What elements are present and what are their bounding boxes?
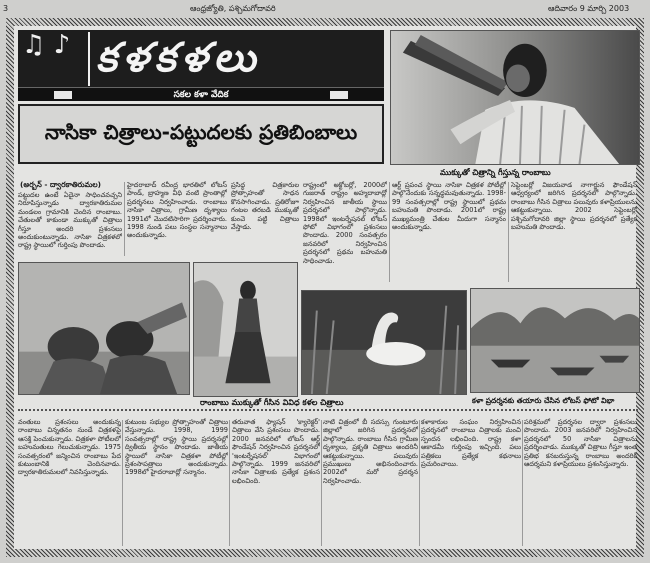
band-ornament-left — [54, 91, 72, 99]
right-caption: కళా ప్రదర్శనకు తయారు చేసిన లోటస్ ఫోటో విభా — [472, 396, 615, 405]
column-bottom-5: కళాకారుల సంఘం నిర్వహించిన ప్రదర్శనలో రాంబాబు చిత్రాలకు మంచి స్పందన లభించింది. రాష్ట్ర కళా అకాడమీ గుర్తింపు ఇచ్చింది. పలు పత్రికలు ప్రత్యేక కథనాలు ప్రచురించాయి. — [421, 418, 521, 469]
music-notes-icon: ♫ ♪ — [22, 32, 90, 86]
column-bottom-3: తరువాత ఫ్యాషన్ 'క్యారెక్టర్' చిత్రాలు వేసి ప్రశంసలు పొందాడు. 2000 జనవరిలో లోటస్ ఆర్ట్ ఫౌండేషన్ నిర్వహించిన ప్రదర్శనలో 'ఇంటర్నేషనల్' విభాగంలో పాల్గొన్నాడు. 1999 జనవరిలో నాసికా చిత్రాలకు ప్రత్యేక ప్రశంస లభించింది. — [232, 418, 320, 485]
page-number: 3 — [3, 4, 9, 13]
column-bottom-1: వంతులు ప్రశంసలు అందుకున్న రాంబాబు చిన్నతనం నుండే చిత్రకళపై ఆసక్తి పెంచుకున్నాడు. చిత్రకళా పోటీలలో బహుమతులు గెలుచుకున్నాడు. 1975 సంవత్సరంలో జన్మించిన రాంబాబు పేద కుటుంబానికి చెందినవాడు. ద్వారకాతిరుమలలో నివసిస్తున్నాడు. — [18, 418, 121, 477]
painting-boats — [470, 288, 640, 393]
photo-caption: ముక్కుతో చిత్రాన్ని గీస్తున్న రాంబాబు — [440, 168, 551, 177]
painting-two-figures-graphic — [19, 263, 189, 394]
column-rule — [229, 420, 230, 546]
column-rule — [389, 182, 390, 282]
column-bottom-4: నాటి చిత్రంలో బీ సదస్సు గుంటూరు జిల్లాలో జరిగిన ప్రదర్శనలో పాల్గొన్నాడు. రాంబాబు గీసిన గ్రామీణ దృశ్యాలు, ప్రకృతి చిత్రాలు అందరినీ ఆకట్టుకున్నాయి. పలువురు ప్రముఖులు అభినందించారు. 2002లో మరో ప్రదర్శన నిర్వహించాడు. — [323, 418, 418, 485]
band-ornament-right — [330, 91, 348, 99]
section-separator — [18, 409, 638, 411]
painting-woman-graphic — [194, 263, 297, 396]
column-rule — [508, 182, 509, 282]
painting-two-figures — [18, 262, 190, 395]
issue-date: ఆదివారం 9 మార్చి 2003 — [548, 4, 630, 13]
column-rule — [419, 420, 420, 546]
painting-woman — [193, 262, 298, 397]
column-top-1: పట్టుదల ఉంటే ఏదైనా సాధించవచ్చని నిరూపిస్తున్నాడు ద్వారకాతిరుమల మండలం గ్రామానికి చెందిన రాంబాబు. చేతులతో కాకుండా ముక్కుతో చిత్రాలు గీస్తూ అందరి ప్రశంసలు అందుకుంటున్నాడు. నాసికా చిత్రకళలో రాష్ట్ర స్థాయిలో గుర్తింపు పొందాడు. — [18, 191, 122, 250]
column-top-5: ఆర్ట్ ప్రపంచ స్థాయి నాసికా చిత్రకళ పోటీల్లో పాల్గొనేందుకు సన్నద్ధమవుతున్నాడు. 1998-99 సంవత్సరాల్లో రాష్ట్ర స్థాయిలో ప్రథమ బహుమతి పొందాడు. 2001లో రాష్ట్ర ముఖ్యమంత్రి చేతుల మీదుగా సన్మానం అందుకున్నాడు. — [392, 181, 506, 232]
section-masthead — [18, 30, 384, 101]
column-bottom-6: పరిశ్రమలో ప్రదర్శనల ద్వారా ప్రశంసలు పొందాడు. 2003 జనవరిలో నిర్వహించిన ప్రదర్శనలో 50 నాసికా చిత్రాలను ప్రదర్శించాడు. ముక్కుతో చిత్రాలు గీస్తూ ఇంత ప్రతిభ కనబరుస్తున్న రాంబాబు అందరికీ ఆదర్శమని కళాప్రియులు ప్రశంసిస్తున్నారు. — [524, 418, 637, 469]
painting-swan-graphic — [302, 291, 466, 394]
painting-swan — [301, 290, 467, 395]
masthead-title: కళకళలు — [96, 35, 262, 81]
column-bottom-2: కుటుంబ సభ్యుల ప్రోత్సాహంతో చిత్రాలు వేస్తున్నాడు. 1998, 1999 సంవత్సరాల్లో రాష్ట్ర స్థాయి ప్రదర్శనల్లో ద్వితీయ స్థానం పొందాడు. జాతీయ స్థాయిలో నాసికా చిత్రకళా పోటీల్లో ప్రశంసాపత్రాలు అందుకున్నాడు. 1998లో హైదరాబాద్లో సన్మానం. — [125, 418, 228, 477]
column-rule — [124, 182, 125, 256]
photo-nose-painting-graphic — [391, 31, 639, 164]
column-rule — [122, 420, 123, 546]
column-top-6: సెప్టెంబర్లో విజయవాడ నాగార్జున ఫౌండేషన్ ఆధ్వర్యంలో జరిగిన ప్రదర్శనలో పాల్గొన్నాడు. రాంబాబు గీసిన చిత్రాలు పలువురు కళాప్రియులను ఆకట్టుకున్నాయి. 2002 సెప్టెంబర్లో పశ్చిమగోదావరి జిల్లా స్థాయి ప్రదర్శనలో ప్రత్యేక బహుమతి పొందాడు. — [511, 181, 637, 232]
masthead-subtitle: సకల కళా వేదిక — [173, 90, 229, 100]
painting-boats-graphic — [471, 289, 639, 392]
publication-name: ఆంధ్రజ్యోతి, పశ్చిమగోదావరి — [190, 4, 276, 13]
masthead-band — [18, 87, 384, 101]
column-rule — [321, 420, 322, 546]
article-headline: నాసికా చిత్రాలు-పట్టుదలకు ప్రతిబింబాలు — [44, 119, 358, 144]
article-headline-box — [18, 104, 384, 164]
dateline: (అర్బన్ - ద్వారకాతిరుమల) — [20, 180, 102, 189]
column-top-3: ప్రసిద్ధ చిత్రకారుల ప్రోత్సాహంతో సాధన కొనసాగించాడు. ప్రతిరోజూ గంటల తరబడి ముక్కుతో కుంచె పట్టి చిత్రాలు వేస్తాడు. — [231, 181, 299, 232]
column-top-4: రాష్ట్రంలో అక్టోబర్లో, 2000లో గుజరాత్ రాష్ట్రం అహ్మదాబాద్లో నిర్వహించిన జాతీయ స్థాయి ప్రదర్శనలో పాల్గొన్నాడు. 1998లో ఇంటర్నేషనల్ లోటస్ ఫోటో విభాగంలో ప్రశంసలు పొందాడు. 2000 సంవత్సరం జనవరిలో నిర్వహించిన ప్రదర్శనలో ప్రథమ బహుమతి సాధించాడు. — [303, 181, 387, 265]
column-rule — [522, 420, 523, 546]
photo-nose-painting — [390, 30, 640, 165]
paintings-caption: రాంబాబు ముక్కుతో గీసిన వివిధ కళల చిత్రాలు — [200, 398, 344, 407]
column-top-2: హైదరాబాద్ రవీంద్ర భారతిలో లోటస్ పాండ్, బ్రాహ్మణ వీధి వంటి ప్రాంతాల్లో ప్రదర్శనలు నిర్వహించాడు. రాంబాబు నాసికా చిత్రాలు, గ్రామీణ దృశ్యాలు 1991లో మొదటిసారిగా ప్రదర్శించారు. 1998 నుండి పలు సంస్థల సన్మానాలు అందుకున్నాడు. — [127, 181, 227, 240]
